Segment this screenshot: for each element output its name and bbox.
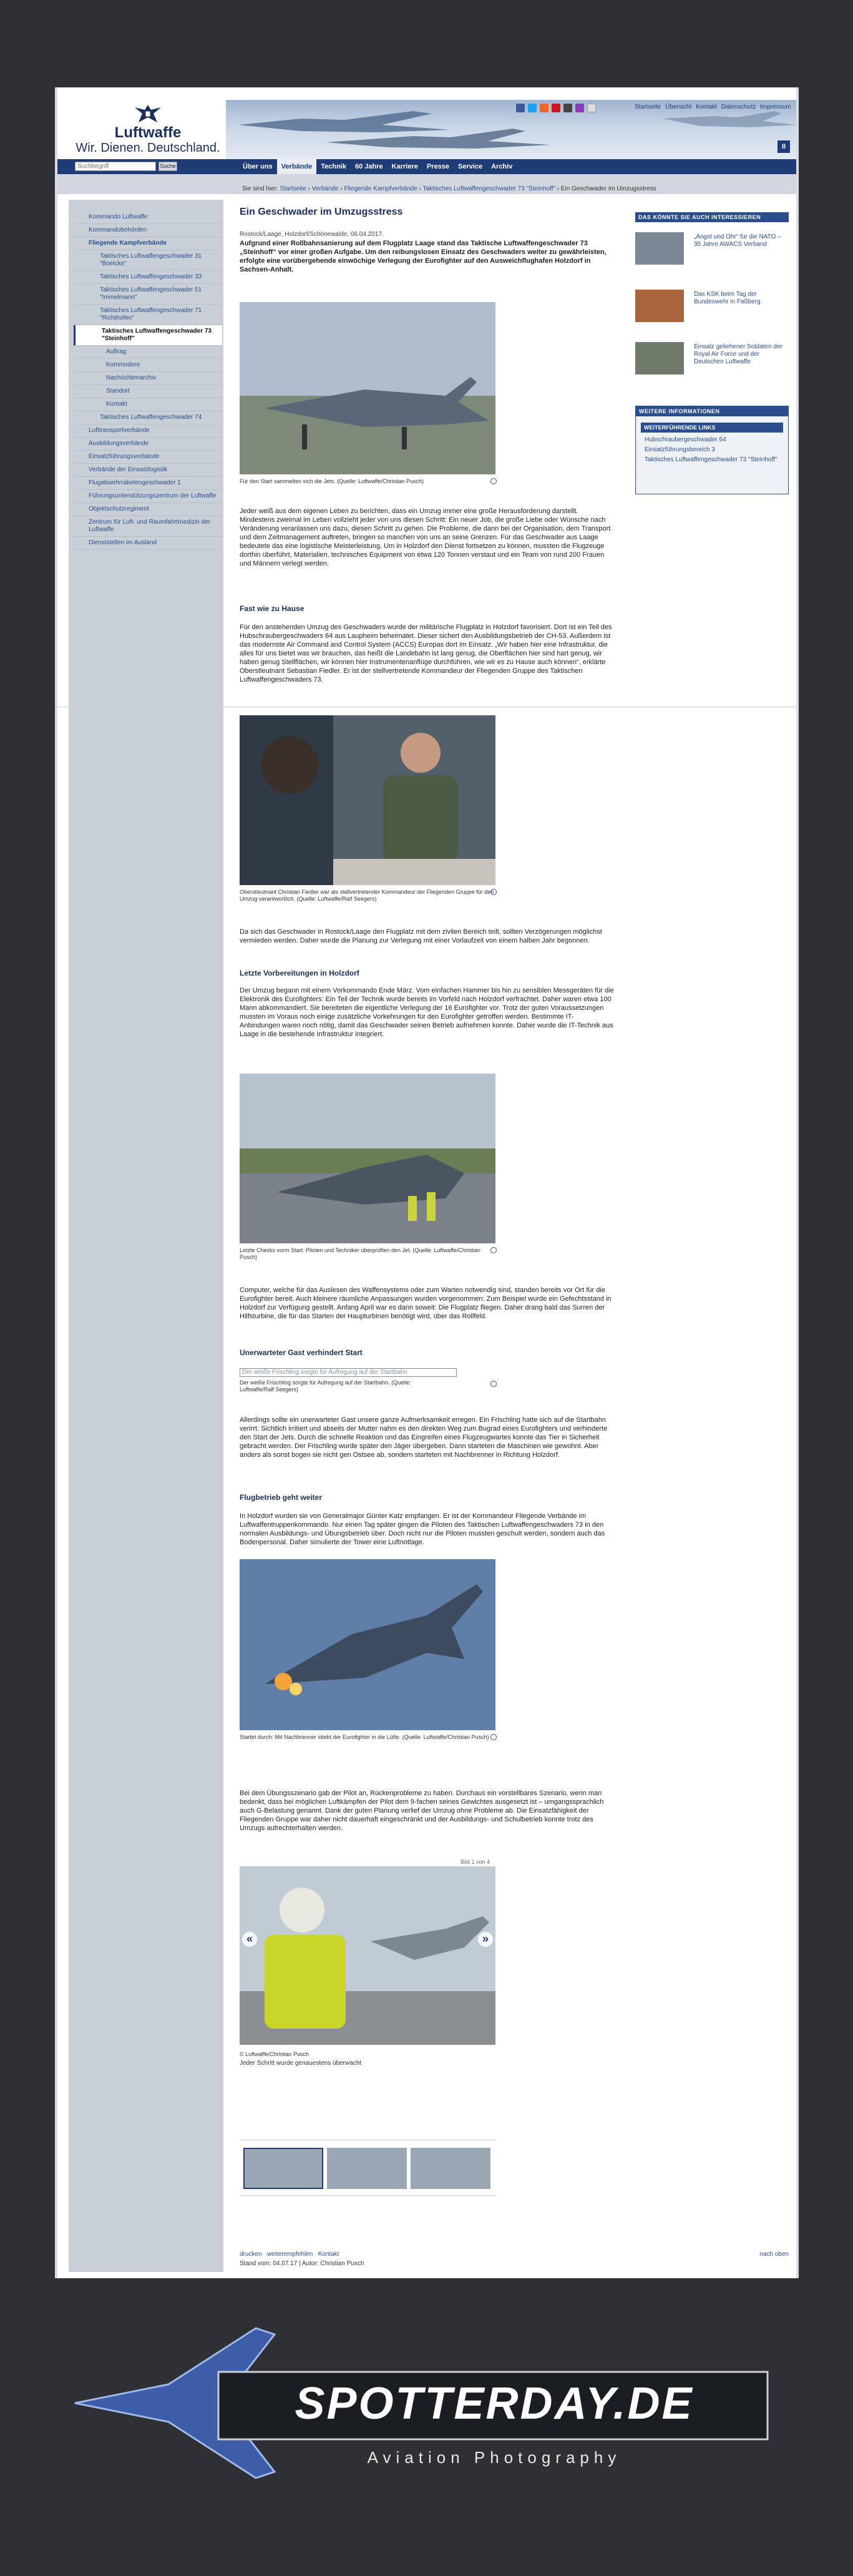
related-header: DAS KÖNNTE SIE AUCH INTERESSIEREN xyxy=(635,212,789,222)
spotterday-watermark xyxy=(69,2316,780,2490)
sidebar-item[interactable]: Einsatzführungsverbände xyxy=(74,451,222,464)
sidebar-item[interactable]: Flugabwehrraketengeschwader 1 xyxy=(74,477,222,490)
gallery-image[interactable] xyxy=(240,1866,495,2045)
sidebar-item[interactable]: Dienststellen im Ausland xyxy=(74,537,222,550)
sidebar-item[interactable]: Taktisches Luftwaffengeschwader 74 xyxy=(74,411,222,424)
sidebar-item[interactable]: Kontakt xyxy=(74,398,222,411)
article-lead: Aufgrund einer Rollbahnsanierung auf dem Flugplatz Laage stand das Taktische Luftwaffengeschwader 73 „Steinhoff“ vor einer großen Aufgabe. Um den reibungslosen Einsatz des Geschwaders weiter zu gewährleisten, erfolgte eine vorübergehende einwöchige Verlegung der Eurofighter auf den Ausweichflughafen Holzdorf in Sachsen-Anhalt. xyxy=(240,240,607,273)
related-thumb xyxy=(635,232,684,265)
email-icon[interactable] xyxy=(587,104,596,112)
thumbnail[interactable] xyxy=(327,2148,407,2189)
article-header xyxy=(240,206,614,283)
section-heading: Letzte Vorbereitungen in Holzdorf xyxy=(240,969,359,977)
link-item[interactable]: Einsatzführungsbereich 3 xyxy=(645,446,715,453)
breadcrumb: Sie sind hier: Startseite › Verbände › Fliegende Kampfverbände › Taktisches Luftwaffengeschwader 73 "Steinhoff" › Ein Geschwader im Umzugsstress xyxy=(242,185,656,192)
zoom-icon[interactable] xyxy=(490,889,497,895)
caption: Letzte Checks vorm Start: Piloten und Techniker überprüften den Jet. (Quelle: Luftwaffe/Christian Pusch) xyxy=(240,1247,480,1260)
paragraph: Da sich das Geschwader in Rostock/Laage den Flugplatz mit dem zivilen Bereich teilt, sollten Verzögerungen möglichst vermieden werden. Daher wurde die Planung zur Verlegung mit einer Vorlaufzeit von einem halben Jahr begonnen. xyxy=(240,928,602,944)
section-heading: Unerwarteter Gast verhindert Start xyxy=(240,1348,363,1357)
sidebar-item[interactable]: Kommando Luftwaffe xyxy=(74,211,222,224)
article-image-officer[interactable] xyxy=(240,715,495,885)
print-link[interactable]: drucken xyxy=(240,2251,262,2258)
link-item[interactable]: Taktisches Luftwaffengeschwader 73 "Steinhoff" xyxy=(645,456,777,463)
watermark-subtitle: Aviation Photography xyxy=(367,2448,621,2467)
facebook-icon[interactable] xyxy=(516,104,525,112)
sidebar-item[interactable]: Zentrum für Luft- und Raumfahrtmedizin der Luftwaffe xyxy=(74,516,222,537)
flickr-icon[interactable] xyxy=(563,104,572,112)
officer-photo xyxy=(240,715,495,885)
service-nav xyxy=(635,104,794,110)
related-title[interactable]: Einsatz geliehener Soldaten der Royal Air Force und der Deutschen Luftwaffe xyxy=(694,343,782,365)
gallery-thumbnails xyxy=(240,2140,495,2196)
twitter-icon[interactable] xyxy=(528,104,537,112)
breadcrumb-item[interactable]: Taktisches Luftwaffengeschwader 73 "Steinhoff" xyxy=(422,185,555,192)
service-nav-startseite[interactable]: Startseite xyxy=(635,104,661,110)
watermark-title: SPOTTERDAY.DE xyxy=(295,2379,694,2429)
sidebar-item[interactable]: Fliegende Kampfverbände xyxy=(74,237,222,250)
sidebar-item[interactable]: Taktisches Luftwaffengeschwader 31 "Boelcke" xyxy=(74,250,222,271)
header-banner xyxy=(226,100,796,159)
nav-service[interactable]: Service xyxy=(457,163,483,170)
sidebar-item[interactable]: Ausbildungsverbände xyxy=(74,438,222,451)
paragraph: Für den anstehenden Umzug des Geschwaders wurde der militärische Flugplatz in Holzdorf favorisiert. Dort ist ein Teil des Hubschraubergeschwaders 64 aus Laupheim beheimatet. Dieser sichert den Ausbildungsbetrieb der CH-53. Außerdem ist das modernste Air Command and Control System (ACCS) Europas dort im Einsatz. „Wir haben hier eine Infrastruktur, die alles für uns bietet was wir brauchen, das heißt die Landebahn ist lang genug, die Oberflächen hier sind hart genug, wir haben genug Stellflächen, wir können hier Instrumentenanflüge durchführen, wie wir es zu Hause auch können“, erklärte Oberstleutnant Sebastian Fiedler. Er ist der stellvertretende Kommandeur der Fliegenden Gruppe des Taktischen Luftwaffengeschwaders 73. xyxy=(240,624,612,683)
sidebar-item[interactable]: Taktisches Luftwaffengeschwader 51 "Immelmann" xyxy=(74,284,222,305)
share-link[interactable]: weiterempfehlen xyxy=(266,2251,313,2258)
article-footer xyxy=(240,2251,789,2258)
service-nav-uebersicht[interactable]: Übersicht xyxy=(665,104,692,110)
thumbnail[interactable] xyxy=(243,2148,323,2189)
breadcrumb-current: Ein Geschwader im Umzugsstress xyxy=(560,185,656,192)
info-box xyxy=(635,406,789,494)
related-thumb xyxy=(635,342,684,375)
article-title: Ein Geschwader im Umzugsstress xyxy=(240,207,403,217)
broken-image[interactable]: Der weiße Frischling sorgte für Aufregung auf der Startbahn xyxy=(240,1368,457,1377)
nav-technik[interactable]: Technik xyxy=(321,163,346,170)
service-nav-impressum[interactable]: Impressum xyxy=(760,104,791,110)
header xyxy=(57,100,796,159)
gallery-next-button[interactable]: » xyxy=(478,1932,493,1947)
article-image-jets[interactable] xyxy=(240,302,495,474)
sidebar-item[interactable]: Taktisches Luftwaffengeschwader 33 xyxy=(74,271,222,284)
pause-button[interactable]: II xyxy=(777,140,790,153)
gallery-caption: Jeder Schritt wurde genauestens überwacht xyxy=(240,2060,362,2067)
article-image-checks[interactable] xyxy=(240,1074,495,1243)
nav-presse[interactable]: Presse xyxy=(426,163,449,170)
related-box xyxy=(635,212,789,222)
info-header: WEITERE INFORMATIONEN xyxy=(636,406,788,416)
nav-verbaende[interactable]: Verbände xyxy=(277,159,317,174)
sidebar-item[interactable]: Führungsunterstützungszentrum der Luftwaffe xyxy=(74,490,222,503)
sidebar-item[interactable]: Kommandobehörden xyxy=(74,224,222,237)
search-input[interactable] xyxy=(75,162,156,171)
social-icons xyxy=(516,104,596,112)
sidebar-item[interactable]: Standort xyxy=(74,385,222,398)
paragraph: Der Umzug begann mit einem Vorkommando Ende März. Vom einfachen Hammer bis hin zu sensiblen Messgeräten für die Elektronik des Eurofighters: Ein Teil der Technik wurde bereits im Vorfeld nach Holzdorf verfrachtet. Daher waren etwa 100 Mann abkommandiert. Sie bereiteten die eigentliche Verlegung der 16 Eurofighter vor. Trotz der guten Voraussetzungen mussten im Voraus noch einige zusätzliche Vorkehrungen für den Eurofighter getroffen werden. Bestimmte IT-Anbindungen waren noch nötig, damit das Geschwader seinen Betrieb aufnehmen konnte. Daher wurde die IT-Technik aus Laage in die bestehende Infrastruktur integriert. xyxy=(240,987,614,1038)
breadcrumb-item[interactable]: Fliegende Kampfverbände xyxy=(344,185,417,192)
service-nav-datenschutz[interactable]: Datenschutz xyxy=(721,104,756,110)
related-thumb xyxy=(635,290,684,322)
paragraph: Jeder weiß aus dem eigenen Leben zu berichten, dass ein Umzug immer eine große Herausforderung darstellt. Mindestens zweimal im Leben vollzieht jeder von uns diesen Schritt: Ein neuer Job, die große Liebe oder Wünsche nach Veränderung veranlassen uns dazu, diesen Schritt zu gehen. Die Probleme, die dann bei der Organisation, dem Transport und dem Zeitmanagement auftreten, bringen so manchen von uns an seine Grenzen. Für das Geschwader aus Laage bedeutete das eine logistische Meisterleistung. Um in Holzdorf den Dienst fortsetzen zu können, mussten die Flugzeuge dorthin überführt, Materialien, technisches Equipment von etwa 120 Tonnen verstaut und ein Team von rund 200 Frauen und Männern verlegt werden. xyxy=(240,507,611,567)
article-image-afterburner[interactable] xyxy=(240,1559,495,1730)
main-nav xyxy=(238,159,517,174)
breadcrumb-item[interactable]: Verbände xyxy=(311,185,339,192)
paragraph: Bei dem Übungsszenario gab der Pilot an, Rückenprobleme zu haben. Durchaus ein vorstellbares Szenario, wenn man bedenkt, dass bei möglichen Luftkämpfen der Pilot dem 9-fachen seines Gewichtes ausgesetzt ist – umgangssprachlich auch G-Belastung genannt. Dank der guten Planung verlief der Umzug ohne Probleme ab. Die Einsatzfähigkeit der Fliegenden Gruppe war daher nicht dauerhaft eingeschränkt und der Ausbildungs- und Schulbetrieb konnte trotz des Umzugs aufrechterhalten werden. xyxy=(240,1790,604,1832)
gallery-counter: Bild 1 von 4 xyxy=(461,1859,490,1865)
paragraph: Computer, welche für das Auslesen des Waffensystems oder zum Warten notwendig sind, standen bereits vor Ort für die Eurofighter bereit. Auch kleinere räumliche Anpassungen wurden vorgenommen: Zum Beispiel wurde ein Gefechtsstand in Holzdorf zur Verfügung gestellt. Anfang April war es dann soweit: Die Flugplatz fliegen. Daher drang bald das Surren der Hilfsturbine, die für das Starten der Haupturbinen benötigt wird, über das Rollfeld. xyxy=(240,1286,612,1320)
zoom-icon[interactable] xyxy=(490,1381,497,1387)
caption: Für den Start sammelten sich die Jets. (Quelle: Luftwaffe/Christian Pusch) xyxy=(240,478,424,484)
paragraph: Allerdings sollte ein unerwarteter Gast unsere ganze Aufmerksamkeit erregen. Ein Frischling hatte sich auf die Startbahn verirrt. Sichtlich irritiert und abseits der Mutter nahm es den direkten Weg zum Bugrad eines Eurofighters und verhinderte den Start der Jets. Durch die schnelle Reaktion und das Eingreifen eines Flugzeugwartes konnte das Tier in Sicherheit gebracht werden. Der Frischling wurde später den Jäger übergeben. Dann starteten die Maschinen wie gewohnt. Aber anders als sonst bogen sie nicht gen Ostsee ab, sondern starteten mit Nachbrenner in Richtung Holzdorf. xyxy=(240,1416,608,1459)
breadcrumb-item[interactable]: Startseite xyxy=(280,185,306,192)
youtube-icon[interactable] xyxy=(552,104,560,112)
nav-karriere[interactable]: Karriere xyxy=(391,163,418,170)
nav-60-jahre[interactable]: 60 Jahre xyxy=(354,163,383,170)
gallery-source: © Luftwaffe/Christian Pusch xyxy=(240,2051,310,2057)
caption: Oberstleutnant Christian Fiedler war als stellvertretender Kommandeur der Fliegenden Gruppe für den Umzug verantwortlich. (Quelle: Luftwaffe/Ralf Seegers) xyxy=(240,889,494,902)
links-header: WEITERFÜHRENDE LINKS xyxy=(641,423,783,433)
logo-slogan: Wir. Dienen. Deutschland. xyxy=(76,141,220,155)
caption: Startet durch: Mit Nachbrenner stiebt der Eurofighter in die Lüfte. (Quelle: Luftwaffe/Christian Pusch) xyxy=(240,1734,489,1740)
caption: Der weiße Frischling sorgte für Aufregung auf der Startbahn. (Quelle: Luftwaffe/Ralf Seegers) xyxy=(240,1379,411,1393)
article-meta: Rostock/Laage, Holzdorf/Schönewalde, 06.04.2017. xyxy=(240,231,384,238)
nav-ueber-uns[interactable]: Über uns xyxy=(243,163,273,170)
gallery-photo xyxy=(240,1866,495,2045)
link-item[interactable]: Hubschraubergeschwader 64 xyxy=(645,436,726,443)
section-heading: Fast wie zu Hause xyxy=(240,604,305,613)
stand-info: Stand vom: 04.07.17 | Autor: Christian Pusch xyxy=(240,2260,364,2267)
zoom-icon[interactable] xyxy=(490,478,497,484)
sidebar-item[interactable]: Taktisches Luftwaffengeschwader 71 "Richthofen" xyxy=(74,305,222,325)
luftwaffe-logo[interactable] xyxy=(70,100,226,159)
sidebar-item-current[interactable]: Taktisches Luftwaffengeschwader 73 "Steinhoff" xyxy=(74,325,222,346)
related-item[interactable] xyxy=(635,342,789,380)
eagle-icon xyxy=(132,104,163,125)
nav-archiv[interactable]: Archiv xyxy=(491,163,513,170)
paragraph: In Holzdorf wurden sie von Generalmajor Günter Katz empfangen. Er ist der Kommandeur Fliegende Verbände im Luftwaffentruppenkommando. Nur einen Tag später gingen die Piloten des Taktischen Luftwaffengeschwaders 73 in den normalen Ausbildungs- und Übungsbetrieb über. Doch nicht nur die Piloten mussten geschult werden, sondern auch das Bodenpersonal. Daher simulierte der Tower eine Luftnotlage. xyxy=(240,1512,605,1546)
sidebar-item[interactable]: Nachrichtenarchiv xyxy=(74,372,222,385)
related-item[interactable] xyxy=(635,232,789,270)
checks-photo xyxy=(240,1074,495,1243)
afterburner-photo xyxy=(240,1559,495,1730)
sidebar-item[interactable]: Auftrag xyxy=(74,346,222,359)
sidebar-nav xyxy=(74,211,222,550)
jet-photo xyxy=(240,302,495,474)
section-heading: Flugbetrieb geht weiter xyxy=(240,1493,323,1502)
related-title[interactable]: „Angst und Ohr“ für die NATO – 35 Jahre AWACS Verband xyxy=(694,233,781,248)
breadcrumb-prefix: Sie sind hier: xyxy=(242,185,278,192)
sidebar-item[interactable]: Kommodore xyxy=(74,359,222,372)
related-title[interactable]: Das KSK beim Tag der Bundeswehr in Faßberg xyxy=(694,291,761,305)
logo-title: Luftwaffe xyxy=(114,124,182,141)
instagram-icon[interactable] xyxy=(575,104,584,112)
sidebar-item[interactable]: Objektschutzregiment xyxy=(74,503,222,516)
contact-link[interactable]: Kontakt xyxy=(318,2251,339,2258)
rss-icon[interactable] xyxy=(540,104,548,112)
sidebar-item[interactable]: Verbände der Einsatzlogistik xyxy=(74,464,222,477)
sidebar-item[interactable]: Lufttransportverbände xyxy=(74,424,222,438)
zoom-icon[interactable] xyxy=(490,1247,497,1253)
image-gallery xyxy=(240,1866,495,2079)
back-to-top-link[interactable]: nach oben xyxy=(759,2251,789,2258)
related-item[interactable] xyxy=(635,290,789,327)
zoom-icon[interactable] xyxy=(490,1734,497,1740)
gallery-prev-button[interactable]: « xyxy=(242,1932,257,1947)
search-button[interactable]: Suche xyxy=(158,162,177,171)
service-nav-kontakt[interactable]: Kontakt xyxy=(696,104,717,110)
thumbnail[interactable] xyxy=(411,2148,490,2189)
